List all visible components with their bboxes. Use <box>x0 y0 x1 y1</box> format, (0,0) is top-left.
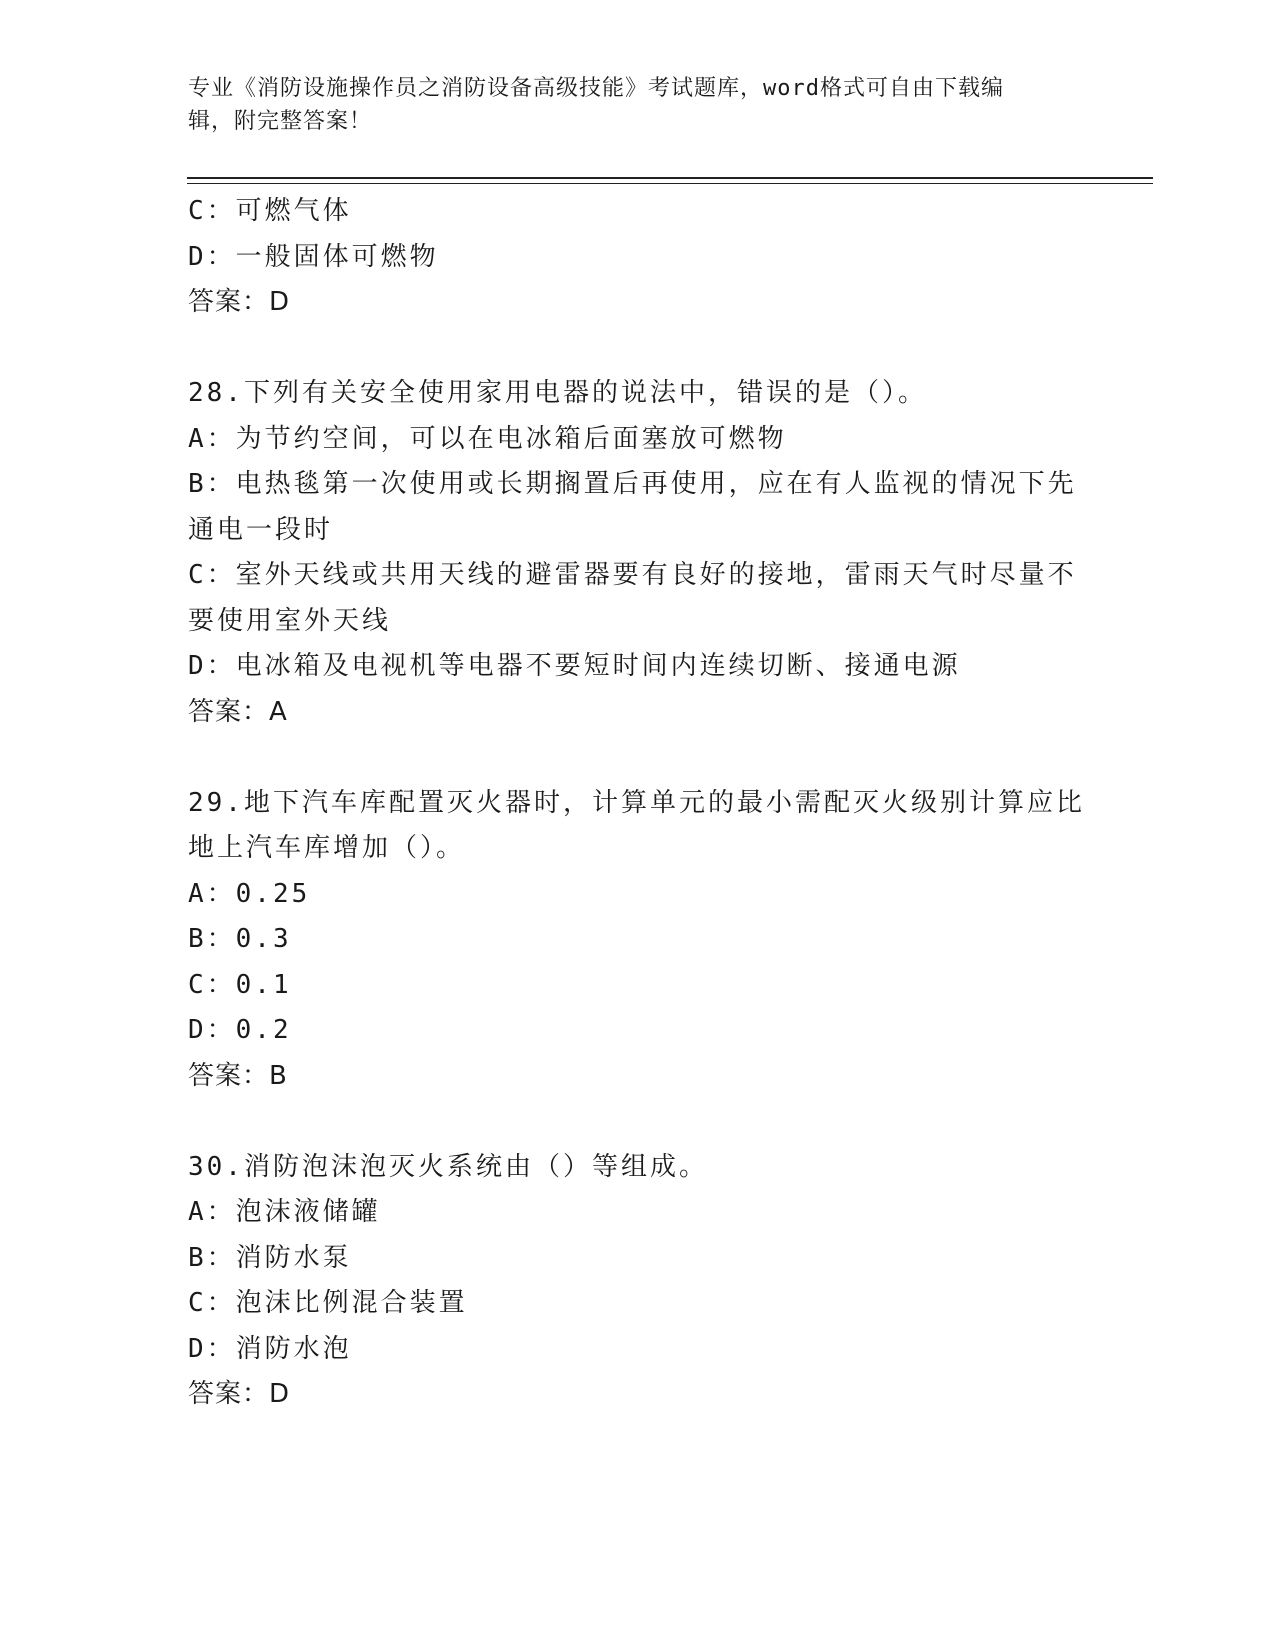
header-divider-thick <box>187 177 1153 179</box>
q28-stem: 28.下列有关安全使用家用电器的说法中，错误的是（）。 <box>188 378 927 408</box>
q28-option-b-line1: B：电热毯第一次使用或长期搁置后再使用，应在有人监视的情况下先 <box>188 469 1077 499</box>
spacer <box>188 735 1088 781</box>
q28-option-a: A：为节约空间，可以在电冰箱后面塞放可燃物 <box>188 423 787 454</box>
header-line-1: 专业《消防设施操作员之消防设备高级技能》考试题库，word格式可自由下载编 <box>188 76 1004 101</box>
q30-option-a: A：泡沫液储罐 <box>188 1197 381 1227</box>
prev-option-c: C：可燃气体 <box>188 196 352 226</box>
q30-stem: 30.消防泡沫泡灭火系统由（）等组成。 <box>188 1151 708 1182</box>
q30-option-c: C：泡沫比例混合装置 <box>188 1288 468 1318</box>
spacer <box>188 1099 1088 1145</box>
q30-answer: 答案：D <box>188 1379 291 1409</box>
q29-answer: 答案：B <box>188 1060 288 1091</box>
header-divider-thin <box>187 183 1153 184</box>
prev-answer: 答案：D <box>188 287 291 317</box>
q29-stem-line1: 29.地下汽车库配置灭火器时，计算单元的最小需配灭火级别计算应比 <box>188 787 1085 818</box>
header-line-2: 辑，附完整答案！ <box>188 109 373 134</box>
document-header <box>188 72 1088 138</box>
q28-option-c-line1: C：室外天线或共用天线的避雷器要有良好的接地，雷雨天气时尽量不 <box>188 560 1077 590</box>
q30-option-d: D：消防水泡 <box>188 1333 352 1364</box>
q28-option-c-line2: 要使用室外天线 <box>188 605 392 636</box>
question-content <box>188 189 1088 1418</box>
q29-option-b: B：0.3 <box>188 924 292 954</box>
q29-option-c: C：0.1 <box>188 969 292 1000</box>
q29-stem-line2: 地上汽车库增加（）。 <box>188 833 466 863</box>
q28-option-b-line2: 通电一段时 <box>188 514 334 545</box>
q28-answer: 答案：A <box>188 696 288 727</box>
q29-option-d: D：0.2 <box>188 1015 292 1045</box>
spacer <box>188 326 1088 372</box>
prev-option-d: D：一般固体可燃物 <box>188 241 439 272</box>
q28-option-d: D：电冰箱及电视机等电器不要短时间内连续切断、接通电源 <box>188 651 961 681</box>
q30-option-b: B：消防水泵 <box>188 1242 352 1273</box>
q29-option-a: A：0.25 <box>188 878 311 909</box>
